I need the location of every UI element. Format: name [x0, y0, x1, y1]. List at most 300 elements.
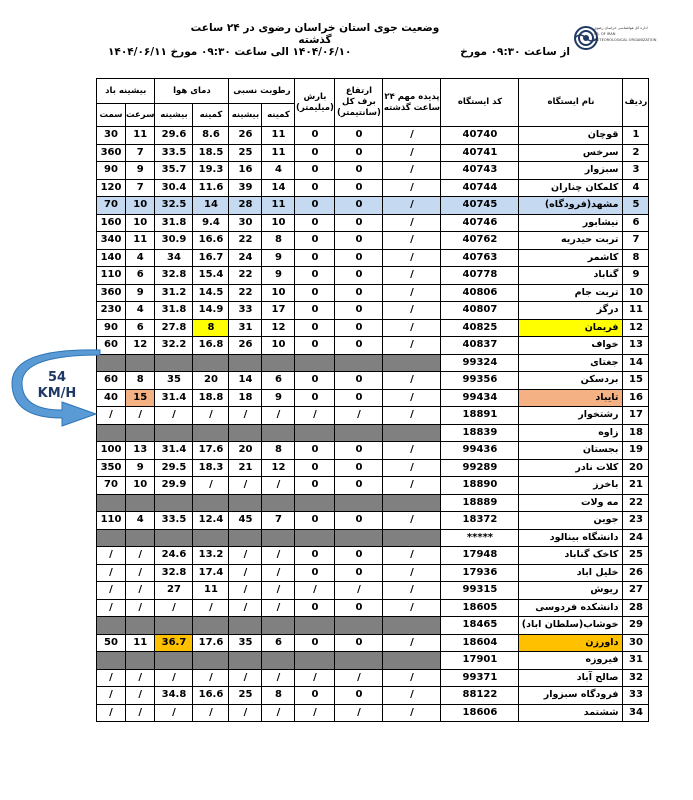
row-number-cell: 28 — [623, 599, 649, 617]
rain-cell — [295, 529, 335, 547]
temp-max-cell: 29.5 — [155, 459, 193, 477]
temp-min-cell: 16.6 — [193, 687, 229, 705]
temp-max-cell — [155, 494, 193, 512]
station-code-cell: 99436 — [441, 442, 519, 460]
rain-cell: 0 — [295, 372, 335, 390]
humidity-max-cell: 26 — [229, 337, 262, 355]
wind-speed-cell: 8 — [126, 372, 155, 390]
wind-direction-cell: 70 — [97, 197, 126, 215]
row-number-cell: 27 — [623, 582, 649, 600]
temp-max-cell — [155, 652, 193, 670]
temp-max-cell: 36.7 — [155, 634, 193, 652]
humidity-min-cell: / — [262, 669, 295, 687]
station-name-cell: بردسکن — [519, 372, 623, 390]
rain-cell — [295, 354, 335, 372]
humidity-max-cell: 26 — [229, 127, 262, 145]
phenomenon-cell: / — [383, 249, 441, 267]
table-row — [97, 144, 649, 162]
snow-cell — [335, 494, 383, 512]
temp-min-cell: 17.6 — [193, 634, 229, 652]
humidity-max-cell: 21 — [229, 459, 262, 477]
phenomenon-cell: / — [383, 599, 441, 617]
humidity-min-cell: 9 — [262, 249, 295, 267]
wind-direction-cell: 70 — [97, 477, 126, 495]
report-title: وضعیت جوی استان خراسان رضوی در ۲۴ ساعت گذشته — [190, 22, 440, 46]
humidity-min-cell: 14 — [262, 179, 295, 197]
wind-speed-cell: / — [126, 407, 155, 425]
row-number-cell: 29 — [623, 617, 649, 635]
header-humidity-max: بیشینه — [229, 104, 262, 127]
table-row — [97, 687, 649, 705]
wind-speed-cell: 10 — [126, 214, 155, 232]
humidity-min-cell: 17 — [262, 302, 295, 320]
temp-max-cell — [155, 617, 193, 635]
humidity-max-cell: 22 — [229, 267, 262, 285]
row-number-cell: 15 — [623, 372, 649, 390]
station-code-cell: 18889 — [441, 494, 519, 512]
phenomenon-cell — [383, 354, 441, 372]
humidity-min-cell: 9 — [262, 389, 295, 407]
row-number-cell: 21 — [623, 477, 649, 495]
header-wind-speed: سرعت — [126, 104, 155, 127]
table-row — [97, 127, 649, 145]
wind-speed-cell: 13 — [126, 442, 155, 460]
wind-speed-cell: 7 — [126, 144, 155, 162]
station-name-cell: جغتای — [519, 354, 623, 372]
station-name-cell: فیروزه — [519, 652, 623, 670]
humidity-min-cell: / — [262, 564, 295, 582]
temp-max-cell — [155, 424, 193, 442]
snow-cell: 0 — [335, 179, 383, 197]
temp-max-cell: / — [155, 704, 193, 722]
station-code-cell: 40837 — [441, 337, 519, 355]
snow-cell: 0 — [335, 197, 383, 215]
station-name-cell: نیشابور — [519, 214, 623, 232]
header-snow-label: ارتفاع برف کل — [342, 86, 376, 107]
phenomenon-cell: / — [383, 162, 441, 180]
temp-min-cell: 17.4 — [193, 564, 229, 582]
snow-cell: 0 — [335, 249, 383, 267]
table-row — [97, 704, 649, 722]
table-row — [97, 564, 649, 582]
wind-speed-cell: / — [126, 599, 155, 617]
row-number-cell: 11 — [623, 302, 649, 320]
humidity-max-cell: 45 — [229, 512, 262, 530]
report-period-end: ۱۴۰۴/۰۶/۱۰ الی ساعت ۰۹:۳۰ مورخ ۱۴۰۴/۰۶/۱۱ — [108, 46, 352, 58]
row-number-cell: 32 — [623, 669, 649, 687]
humidity-max-cell: / — [229, 669, 262, 687]
humidity-max-cell: 33 — [229, 302, 262, 320]
temp-max-cell: 24.6 — [155, 547, 193, 565]
snow-cell: 0 — [335, 337, 383, 355]
table-row — [97, 652, 649, 670]
row-number-cell: 13 — [623, 337, 649, 355]
wind-direction-cell: 30 — [97, 127, 126, 145]
rain-cell: 0 — [295, 337, 335, 355]
humidity-min-cell: 10 — [262, 284, 295, 302]
wind-callout-unit: KM/H — [37, 386, 77, 401]
humidity-min-cell — [262, 617, 295, 635]
wind-direction-cell: / — [97, 669, 126, 687]
rain-cell: 0 — [295, 687, 335, 705]
temp-max-cell: 30.9 — [155, 232, 193, 250]
row-number-cell: 23 — [623, 512, 649, 530]
temp-min-cell: 13.2 — [193, 547, 229, 565]
humidity-min-cell: 6 — [262, 634, 295, 652]
humidity-max-cell: 14 — [229, 372, 262, 390]
humidity-min-cell: 4 — [262, 162, 295, 180]
header-rain-label: بارش — [303, 91, 327, 102]
wind-direction-cell: 110 — [97, 512, 126, 530]
phenomenon-cell: / — [383, 564, 441, 582]
humidity-max-cell: / — [229, 564, 262, 582]
humidity-min-cell: 11 — [262, 197, 295, 215]
station-name-cell: رشتخوار — [519, 407, 623, 425]
row-number-cell: 34 — [623, 704, 649, 722]
table-row — [97, 547, 649, 565]
humidity-min-cell: 8 — [262, 442, 295, 460]
phenomenon-cell: / — [383, 634, 441, 652]
station-code-cell: 40743 — [441, 162, 519, 180]
station-name-cell: درگز — [519, 302, 623, 320]
humidity-max-cell: 25 — [229, 144, 262, 162]
station-code-cell: 18372 — [441, 512, 519, 530]
temp-max-cell: 33.5 — [155, 144, 193, 162]
temp-min-cell: / — [193, 407, 229, 425]
temp-min-cell: 14.5 — [193, 284, 229, 302]
rain-cell: 0 — [295, 162, 335, 180]
rain-cell — [295, 617, 335, 635]
station-code-cell: 40746 — [441, 214, 519, 232]
humidity-max-cell: 39 — [229, 179, 262, 197]
wind-speed-cell: / — [126, 564, 155, 582]
wind-speed-cell: 7 — [126, 179, 155, 197]
station-name-cell: صالح آباد — [519, 669, 623, 687]
wind-direction-cell: 160 — [97, 214, 126, 232]
station-code-cell: 18606 — [441, 704, 519, 722]
phenomenon-cell: / — [383, 704, 441, 722]
temp-max-cell: 29.9 — [155, 477, 193, 495]
wind-speed-cell: 12 — [126, 337, 155, 355]
table-row — [97, 582, 649, 600]
wind-speed-cell: 9 — [126, 162, 155, 180]
wind-direction-cell: 40 — [97, 389, 126, 407]
station-code-cell: 40778 — [441, 267, 519, 285]
header-temp-max: بیشینه — [155, 104, 193, 127]
humidity-max-cell: / — [229, 547, 262, 565]
station-name-cell: دانشکده فردوسی — [519, 599, 623, 617]
table-row — [97, 319, 649, 337]
row-number-cell: 9 — [623, 267, 649, 285]
temp-min-cell — [193, 529, 229, 547]
header-rain-unit: (میلیمتر) — [296, 102, 334, 113]
rain-cell: 0 — [295, 197, 335, 215]
table-row — [97, 407, 649, 425]
humidity-max-cell — [229, 652, 262, 670]
humidity-max-cell: 16 — [229, 162, 262, 180]
phenomenon-cell: / — [383, 407, 441, 425]
station-name-cell: فریمان — [519, 319, 623, 337]
temp-min-cell: 8 — [193, 319, 229, 337]
wind-direction-cell: 60 — [97, 337, 126, 355]
humidity-max-cell: 18 — [229, 389, 262, 407]
logo-text: اداره کل هواشناسی خراسان رضوی — [594, 26, 648, 30]
humidity-max-cell: / — [229, 599, 262, 617]
humidity-max-cell: 22 — [229, 284, 262, 302]
humidity-min-cell — [262, 652, 295, 670]
station-code-cell: 99371 — [441, 669, 519, 687]
phenomenon-cell: / — [383, 459, 441, 477]
wind-direction-cell: / — [97, 407, 126, 425]
station-code-cell: 40741 — [441, 144, 519, 162]
rain-cell: 0 — [295, 144, 335, 162]
row-number-cell: 24 — [623, 529, 649, 547]
temp-min-cell: 12.4 — [193, 512, 229, 530]
phenomenon-cell: / — [383, 687, 441, 705]
station-code-cell: 99434 — [441, 389, 519, 407]
wind-direction-cell: 120 — [97, 179, 126, 197]
station-name-cell: قوچان — [519, 127, 623, 145]
station-code-cell: 99356 — [441, 372, 519, 390]
wind-direction-cell: 340 — [97, 232, 126, 250]
row-number-cell: 5 — [623, 197, 649, 215]
snow-cell: 0 — [335, 319, 383, 337]
wind-speed-cell — [126, 617, 155, 635]
wind-direction-cell: / — [97, 687, 126, 705]
rain-cell: 0 — [295, 214, 335, 232]
humidity-max-cell — [229, 354, 262, 372]
rain-cell: 0 — [295, 319, 335, 337]
row-number-cell: 14 — [623, 354, 649, 372]
table-row — [97, 249, 649, 267]
table-row — [97, 512, 649, 530]
station-code-cell: 18465 — [441, 617, 519, 635]
humidity-min-cell: 8 — [262, 232, 295, 250]
station-code-cell: 17948 — [441, 547, 519, 565]
wind-direction-cell: 360 — [97, 284, 126, 302]
snow-cell — [335, 424, 383, 442]
humidity-max-cell — [229, 424, 262, 442]
humidity-max-cell: 22 — [229, 232, 262, 250]
station-name-cell: ششتمد — [519, 704, 623, 722]
station-name-cell: تایباد — [519, 389, 623, 407]
station-code-cell: 40740 — [441, 127, 519, 145]
table-row — [97, 389, 649, 407]
station-code-cell: 40745 — [441, 197, 519, 215]
header-humidity-min: کمینه — [262, 104, 295, 127]
wind-speed-cell: 6 — [126, 267, 155, 285]
temp-max-cell: 34 — [155, 249, 193, 267]
rain-cell: 0 — [295, 564, 335, 582]
wind-direction-cell: 90 — [97, 162, 126, 180]
temp-min-cell: / — [193, 599, 229, 617]
header-temp-min: کمینه — [193, 104, 229, 127]
wind-direction-cell: / — [97, 704, 126, 722]
station-name-cell: خواف — [519, 337, 623, 355]
station-name-cell: تربت جام — [519, 284, 623, 302]
rain-cell — [295, 652, 335, 670]
humidity-max-cell — [229, 529, 262, 547]
wind-direction-cell: / — [97, 564, 126, 582]
snow-cell: 0 — [335, 267, 383, 285]
humidity-min-cell: / — [262, 704, 295, 722]
wind-speed-cell: 4 — [126, 512, 155, 530]
row-number-cell: 6 — [623, 214, 649, 232]
temp-min-cell: 18.8 — [193, 389, 229, 407]
table-row — [97, 529, 649, 547]
humidity-max-cell: / — [229, 407, 262, 425]
row-number-cell: 10 — [623, 284, 649, 302]
table-body — [97, 127, 649, 722]
wind-direction-cell: 100 — [97, 442, 126, 460]
station-code-cell: ***** — [441, 529, 519, 547]
snow-cell: 0 — [335, 564, 383, 582]
header-humidity: رطوبت نسبی — [229, 79, 295, 104]
snow-cell — [335, 354, 383, 372]
humidity-min-cell — [262, 529, 295, 547]
humidity-min-cell: 7 — [262, 512, 295, 530]
temp-min-cell: 11.6 — [193, 179, 229, 197]
humidity-min-cell: 10 — [262, 214, 295, 232]
phenomenon-cell: / — [383, 669, 441, 687]
temp-max-cell: 34.8 — [155, 687, 193, 705]
weather-table — [96, 78, 649, 722]
snow-cell — [335, 529, 383, 547]
report-period-start: از ساعت ۰۹:۳۰ مورخ — [460, 46, 570, 58]
station-code-cell: 99324 — [441, 354, 519, 372]
snow-cell: 0 — [335, 459, 383, 477]
station-name-cell: باخرز — [519, 477, 623, 495]
wind-speed-cell: / — [126, 669, 155, 687]
temp-max-cell: 32.8 — [155, 564, 193, 582]
table-row — [97, 617, 649, 635]
rain-cell: 0 — [295, 249, 335, 267]
phenomenon-cell: / — [383, 302, 441, 320]
phenomenon-cell: / — [383, 372, 441, 390]
temp-max-cell: 32.8 — [155, 267, 193, 285]
station-name-cell: کلات نادر — [519, 459, 623, 477]
phenomenon-cell: / — [383, 547, 441, 565]
wind-direction-cell: 350 — [97, 459, 126, 477]
wind-speed-cell: 15 — [126, 389, 155, 407]
humidity-max-cell: 35 — [229, 634, 262, 652]
wind-speed-cell — [126, 529, 155, 547]
humidity-max-cell — [229, 494, 262, 512]
station-code-cell: 18891 — [441, 407, 519, 425]
humidity-max-cell: 31 — [229, 319, 262, 337]
snow-cell: 0 — [335, 442, 383, 460]
humidity-min-cell: / — [262, 599, 295, 617]
wind-direction-cell: / — [97, 582, 126, 600]
header-temperature: دمای هوا — [155, 79, 229, 104]
rain-cell: 0 — [295, 477, 335, 495]
station-code-cell: 40806 — [441, 284, 519, 302]
table-row — [97, 424, 649, 442]
table-row — [97, 337, 649, 355]
header-station-code: کد ایستگاه — [441, 79, 519, 127]
wind-speed-cell: 11 — [126, 127, 155, 145]
rain-cell: / — [295, 407, 335, 425]
humidity-max-cell — [229, 617, 262, 635]
table-row — [97, 197, 649, 215]
station-name-cell: گناباد — [519, 267, 623, 285]
table-row — [97, 354, 649, 372]
row-number-cell: 17 — [623, 407, 649, 425]
wind-speed-cell — [126, 494, 155, 512]
temp-max-cell: 27.8 — [155, 319, 193, 337]
rain-cell: 0 — [295, 512, 335, 530]
station-code-cell: 18604 — [441, 634, 519, 652]
temp-max-cell: 32.5 — [155, 197, 193, 215]
wind-direction-cell: 60 — [97, 372, 126, 390]
header-row-number: ردیف — [623, 79, 649, 127]
humidity-min-cell: 11 — [262, 127, 295, 145]
temp-min-cell: 16.7 — [193, 249, 229, 267]
station-code-cell: 99289 — [441, 459, 519, 477]
phenomenon-cell — [383, 529, 441, 547]
humidity-max-cell: 28 — [229, 197, 262, 215]
temp-min-cell: 20 — [193, 372, 229, 390]
station-code-cell: 18890 — [441, 477, 519, 495]
snow-cell: 0 — [335, 687, 383, 705]
phenomenon-cell: / — [383, 442, 441, 460]
station-name-cell: کلمکان چناران — [519, 179, 623, 197]
station-code-cell: 17901 — [441, 652, 519, 670]
snow-cell: 0 — [335, 634, 383, 652]
phenomenon-cell — [383, 424, 441, 442]
temp-min-cell: / — [193, 669, 229, 687]
header-phenomenon: پدیده مهم ۲۴ ساعت گذشته — [383, 79, 441, 127]
table-row — [97, 372, 649, 390]
station-name-cell: بجستان — [519, 442, 623, 460]
phenomenon-cell: / — [383, 127, 441, 145]
station-name-cell: خوشاب(سلطان اباد) — [519, 617, 623, 635]
humidity-min-cell: 6 — [262, 372, 295, 390]
row-number-cell: 25 — [623, 547, 649, 565]
rain-cell: 0 — [295, 599, 335, 617]
snow-cell — [335, 617, 383, 635]
wind-speed-cell: / — [126, 547, 155, 565]
rain-cell: 0 — [295, 547, 335, 565]
station-name-cell: ریوش — [519, 582, 623, 600]
temp-max-cell — [155, 529, 193, 547]
station-name-cell: مشهد(فرودگاه) — [519, 197, 623, 215]
rain-cell: 0 — [295, 302, 335, 320]
humidity-min-cell: 10 — [262, 337, 295, 355]
wind-direction-cell: 50 — [97, 634, 126, 652]
row-number-cell: 18 — [623, 424, 649, 442]
station-name-cell: فرودگاه سبزوار — [519, 687, 623, 705]
station-code-cell: 40762 — [441, 232, 519, 250]
wind-direction-cell — [97, 494, 126, 512]
temp-min-cell: 14 — [193, 197, 229, 215]
temp-min-cell: 18.3 — [193, 459, 229, 477]
humidity-min-cell: 9 — [262, 267, 295, 285]
snow-cell: 0 — [335, 477, 383, 495]
snow-cell: 0 — [335, 162, 383, 180]
rain-cell — [295, 494, 335, 512]
phenomenon-cell: / — [383, 197, 441, 215]
wind-speed-cell: / — [126, 582, 155, 600]
station-name-cell: سبزوار — [519, 162, 623, 180]
station-code-cell: 40744 — [441, 179, 519, 197]
humidity-min-cell — [262, 494, 295, 512]
header-wind-direction: سمت — [97, 104, 126, 127]
humidity-min-cell — [262, 424, 295, 442]
wind-direction-cell: 110 — [97, 267, 126, 285]
row-number-cell: 1 — [623, 127, 649, 145]
temp-max-cell: 35 — [155, 372, 193, 390]
